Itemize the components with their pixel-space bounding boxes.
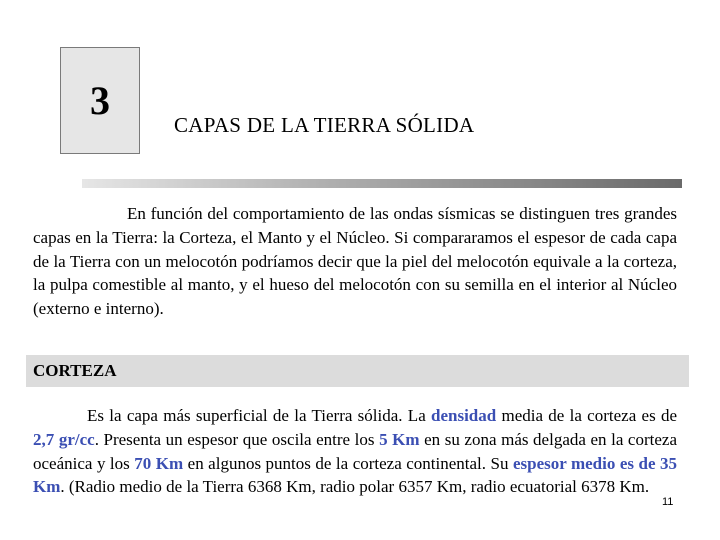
chapter-number: 3 bbox=[90, 78, 110, 123]
corteza-text-5: en algunos puntos de la corteza continental. Su bbox=[183, 453, 513, 473]
title-divider bbox=[82, 179, 682, 188]
page-number: 11 bbox=[662, 496, 674, 508]
chapter-title: CAPAS DE LA TIERRA SÓLIDA bbox=[174, 113, 475, 137]
corteza-text-2: media de la corteza es de bbox=[496, 406, 678, 425]
corteza-text-3: . Presenta un espesor que oscila entre los bbox=[94, 429, 380, 449]
highlight-average-thickness: espesor medio es de 35 Km bbox=[33, 453, 677, 497]
highlight-density-value: 2,7 gr/cc bbox=[33, 429, 95, 449]
corteza-text-1: Es la capa más superficial de la Tierra sólida. La bbox=[87, 406, 432, 425]
chapter-number-box bbox=[60, 47, 140, 154]
intro-paragraph bbox=[33, 202, 677, 321]
highlight-densidad: densidad bbox=[431, 406, 497, 425]
highlight-min-thickness: 5 Km bbox=[379, 429, 420, 449]
corteza-text-6: . (Radio medio de la Tierra 6368 Km, radio polar 6357 Km, radio ecuatorial 6378 Km. bbox=[60, 477, 650, 497]
intro-text: En función del comportamiento de las ondas sísmicas se distinguen tres grandes capas en la Tierra: la Corteza, el Manto y el Núcleo. Si compararamos el espesor de cada capa de la Tierra con un melocotón podríamos decir que la piel del melocotón equivale a la corteza, la pulpa comestible al manto, y el hueso del melocotón con su semilla en el interior al Núcleo (externo e interno). bbox=[33, 204, 677, 319]
highlight-max-thickness: 70 Km bbox=[134, 453, 184, 473]
section-header-bar bbox=[26, 355, 689, 387]
corteza-text-4: en su zona más delgada en la corteza oceánica y los bbox=[33, 429, 678, 473]
corteza-paragraph bbox=[33, 404, 677, 499]
section-title-corteza: CORTEZA bbox=[33, 361, 117, 380]
